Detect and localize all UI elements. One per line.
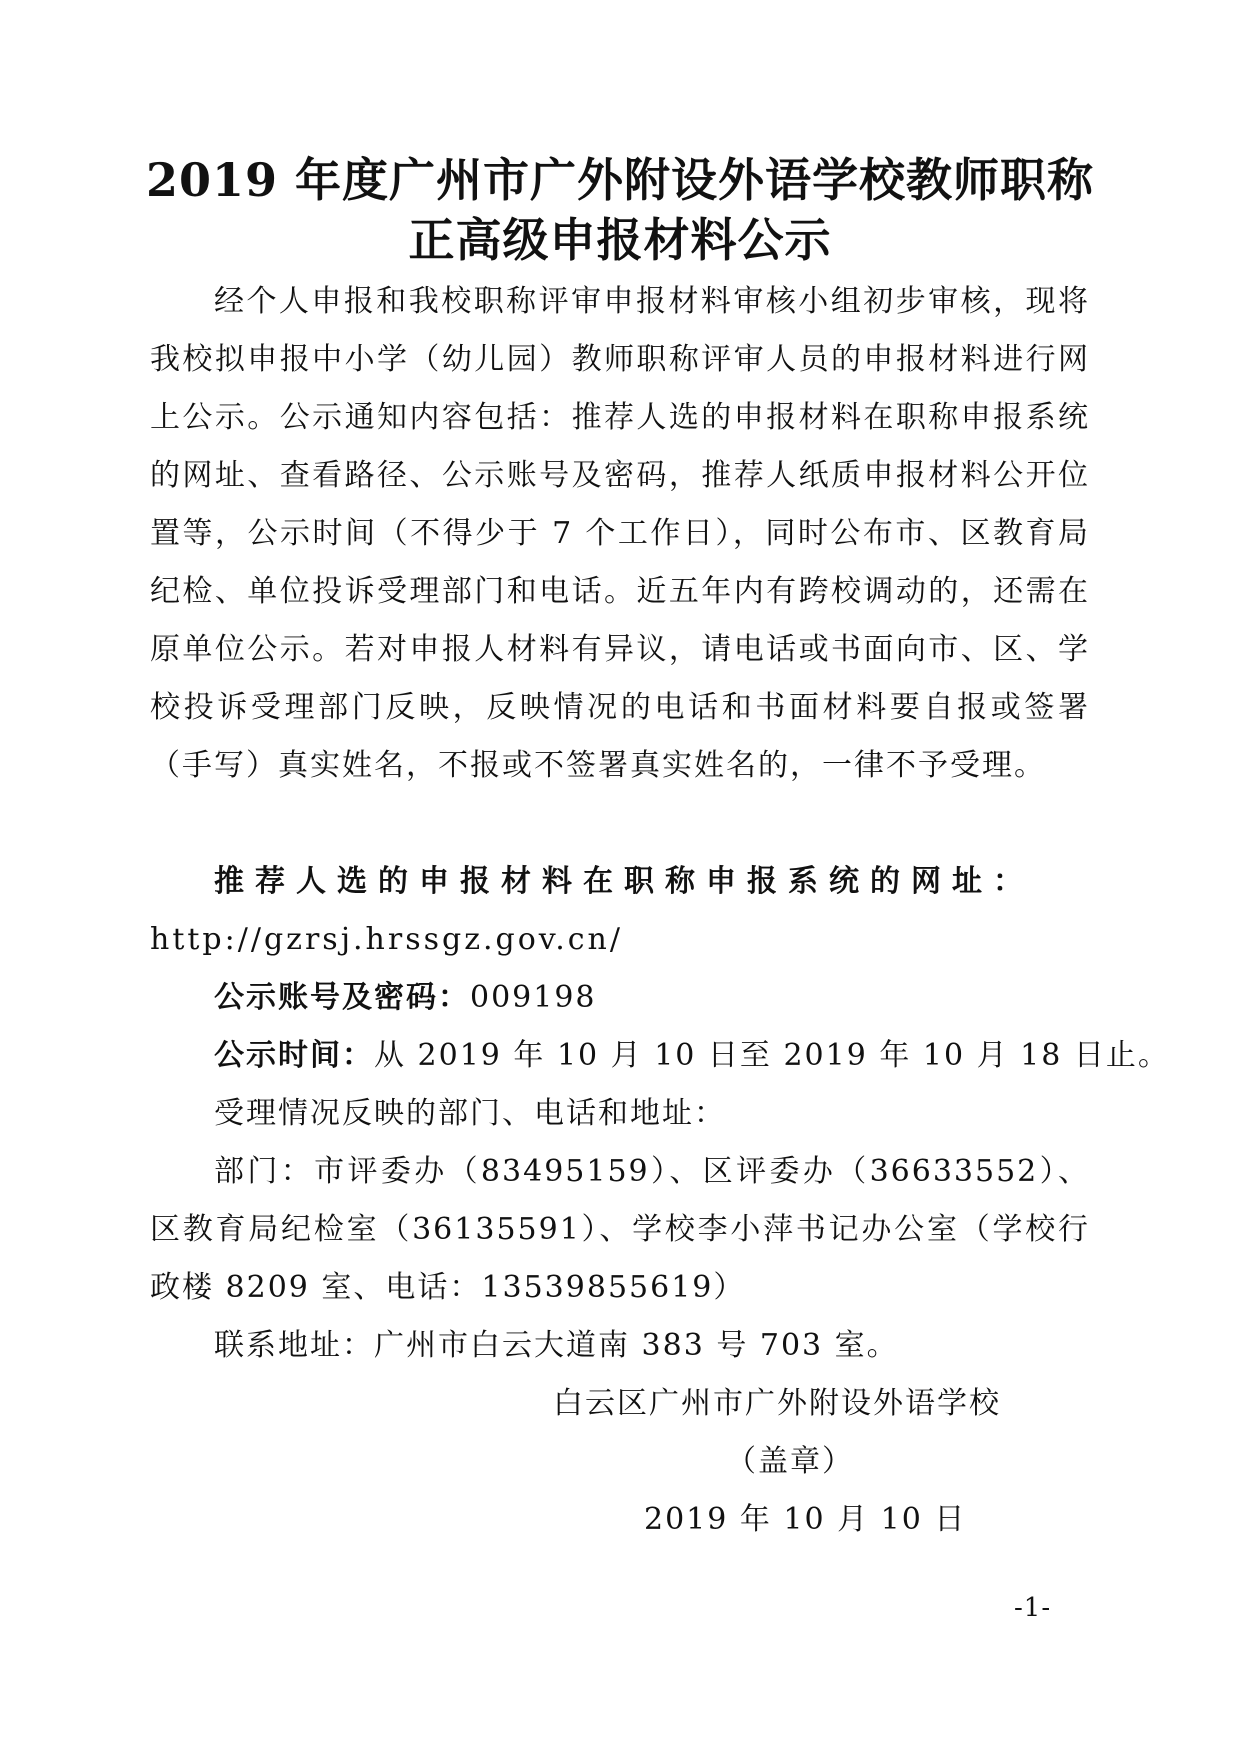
- signature-organization: 白云区广州市广外附设外语学校: [553, 1386, 1001, 1421]
- contact-address: 联系地址：广州市白云大道南 383 号 703 室。: [214, 1328, 899, 1363]
- departments-intro: 受理情况反映的部门、电话和地址：: [214, 1096, 726, 1131]
- publicity-time-label: 公示时间：: [214, 1038, 374, 1073]
- document-title-line-2: 正高级申报材料公示: [408, 213, 832, 267]
- account-value: 009198: [470, 980, 597, 1015]
- publicity-time-value: 从 2019 年 10 月 10 日至 2019 年 10 月 18 日止。: [374, 1038, 1170, 1073]
- intro-paragraph: 经个人申报和我校职称评审申报材料审核小组初步审核，现将我校拟申报中小学（幼儿园）教师职称评审人员的申报材料进行网上公示。公示通知内容包括：推荐人选的申报材料在职称申报系统的网址、查看路径、公示账号及密码，推荐人纸质申报材料公开位置等，公示时间（不得少于 7 个工作日），同时公布市、区教育局纪检、单位投诉受理部门和电话。近五年内有跨校调动的，还需在原单位公示。若对申报人材料有异议，请电话或书面向市、区、学校投诉受理部门反映，反映情况的电话和书面材料要自报或签署（手写）真实姓名，不报或不签署真实姓名的，一律不予受理。: [150, 284, 1090, 783]
- url-label: 推荐人选的申报材料在职称申报系统的网址：: [214, 864, 1034, 899]
- departments-paragraph: 部门：市评委办（83495159）、区评委办（36633552）、区教育局纪检室（36135591）、学校李小萍书记办公室（学校行政楼 8209 室、电话：13539855619）: [150, 1154, 1090, 1305]
- document-title-line-1: 2019 年度广州市广外附设外语学校教师职称: [145, 153, 1095, 207]
- publicity-time-line: [214, 1027, 1170, 1085]
- account-line: [214, 969, 1090, 1027]
- account-label: 公示账号及密码：: [214, 980, 470, 1015]
- system-url: http://gzrsj.hrssgz.gov.cn/: [150, 922, 623, 957]
- page-number: -1-: [1014, 1593, 1052, 1623]
- signature-date: 2019 年 10 月 10 日: [644, 1502, 967, 1537]
- signature-seal: （盖章）: [726, 1444, 854, 1479]
